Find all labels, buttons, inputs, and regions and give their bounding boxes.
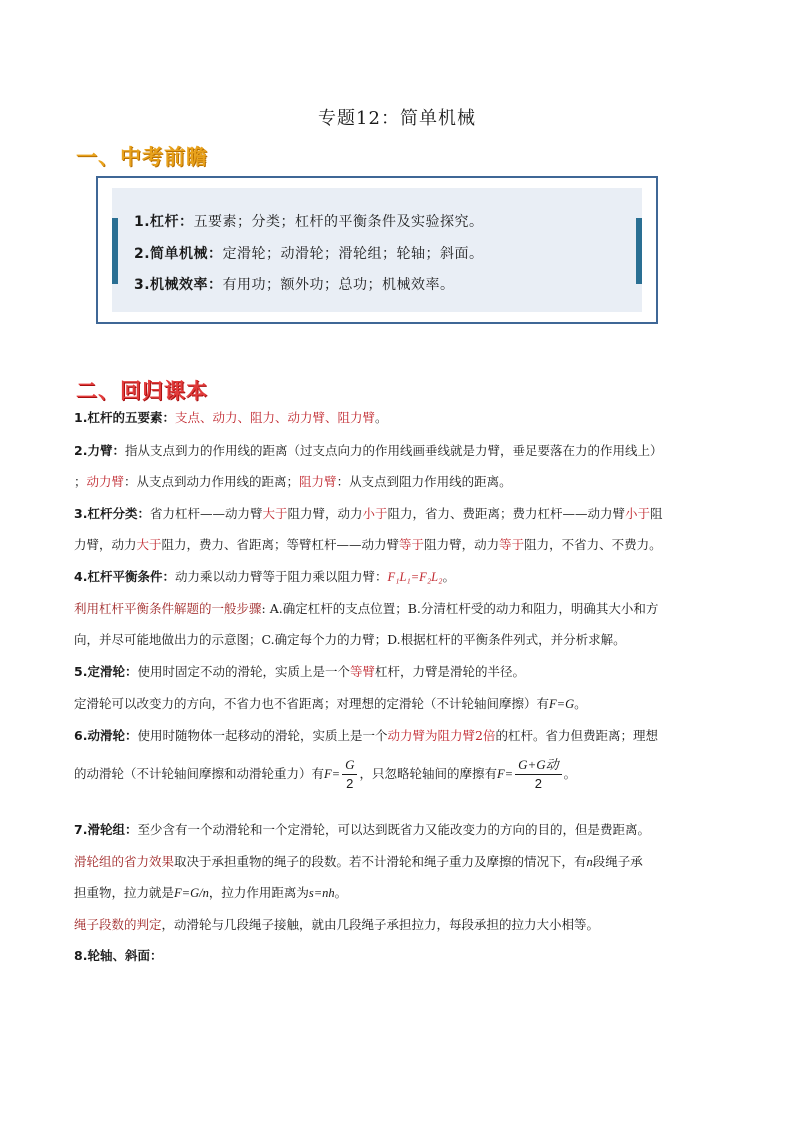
fraction-g-over-2: $\frac{G}{2}$ — [342, 756, 357, 793]
para-moment-arm-2: ；动力臂：从支点到动力作用线的距离；阻力臂：从支点到阻力作用线的距离。 — [74, 474, 512, 489]
right-accent-bar — [636, 218, 642, 284]
summary-item-efficiency: 3.机械效率：有用功；额外功；总功；机械效率。 — [134, 277, 455, 293]
para-fixed-pulley: 5.定滑轮：使用时固定不动的滑轮，实质上是一个等臂杠杆，力臂是滑轮的半径。 — [74, 664, 525, 679]
summary-item-lever: 1.杠杆：五要素；分类；杠杆的平衡条件及实验探究。 — [134, 214, 484, 230]
para-five-elements: 1.杠杆的五要素：支点、动力、阻力、动力臂、阻力臂。 — [74, 410, 388, 425]
para-lever-types: 3.杠杆分类：省力杠杆——动力臂大于阻力臂，动力小于阻力，省力、费距离；费力杠杆——动力臂小于阻 — [74, 506, 663, 521]
para-pulley-block-3: 担重物，拉力就是F=G/n，拉力作用距离为s=nh。 — [74, 885, 348, 900]
para-wheel-axle-incline: 8.轮轴、斜面： — [74, 948, 163, 963]
para-pulley-block-2: 滑轮组的省力效果取决于承担重物的绳子的段数。若不计滑轮和绳子重力及摩擦的情况下，有n段绳子承 — [74, 854, 643, 869]
para-solving-steps-2: 向，并尽可能地做出力的示意图；C.确定每个力的力臂；D.根据杠杆的平衡条件列式，并分析求解。 — [74, 632, 626, 647]
para-lever-types-2: 力臂，动力大于阻力，费力、省距离；等臂杠杆——动力臂等于阻力臂，动力等于阻力，不省力、不费力。 — [74, 537, 662, 552]
section-heading-review: 二、回归课本 — [76, 379, 208, 403]
fraction-g-plus-gmove-over-2: $\frac{\text{G+G动}}{2}$ — [515, 756, 562, 793]
summary-box — [96, 176, 658, 324]
para-balance-condition: 4.杠杆平衡条件：动力乘以动力臂等于阻力乘以阻力臂：F₁L₁=F₂L₂。 — [74, 569, 455, 584]
summary-item-simple-machines: 2.简单机械：定滑轮；动滑轮；滑轮组；轮轴；斜面。 — [134, 246, 484, 262]
section-heading-preview: 一、中考前瞻 — [76, 145, 208, 169]
para-solving-steps: 利用杠杆平衡条件解题的一般步骤: A.确定杠杆的支点位置；B.分清杠杆受的动力和阻力，明确其大小和方 — [74, 601, 659, 616]
page-title: 专题12：简单机械 — [318, 108, 476, 129]
left-accent-bar — [112, 218, 118, 284]
para-movable-pulley: 6.动滑轮：使用时随物体一起移动的滑轮，实质上是一个动力臂为阻力臂2倍的杠杆。省力但费距离；理想 — [74, 728, 658, 743]
para-fixed-pulley-2: 定滑轮可以改变力的方向，不省力也不省距离；对理想的定滑轮（不计轮轴间摩擦）有F=G。 — [74, 696, 587, 711]
para-moment-arm: 2.力臂：指从支点到力的作用线的距离（过支点向力的作用线画垂线就是力臂，垂足要落在力的作用线上） — [74, 443, 663, 458]
para-rope-count: 绳子段数的判定，动滑轮与几段绳子接触，就由几段绳子承担拉力，每段承担的拉力大小相等。 — [74, 917, 600, 932]
para-pulley-block: 7.滑轮组：至少含有一个动滑轮和一个定滑轮，可以达到既省力又能改变力的方向的目的，但是费距离。 — [74, 822, 650, 837]
summary-panel — [112, 188, 642, 312]
para-movable-pulley-2: 的动滑轮（不计轮轴间摩擦和动滑轮重力）有F= $\frac{G}{2}$ ，只忽略轮轴间的摩擦有F= $\frac{\text{G+G动}}{2}$ 。 — [74, 757, 577, 791]
